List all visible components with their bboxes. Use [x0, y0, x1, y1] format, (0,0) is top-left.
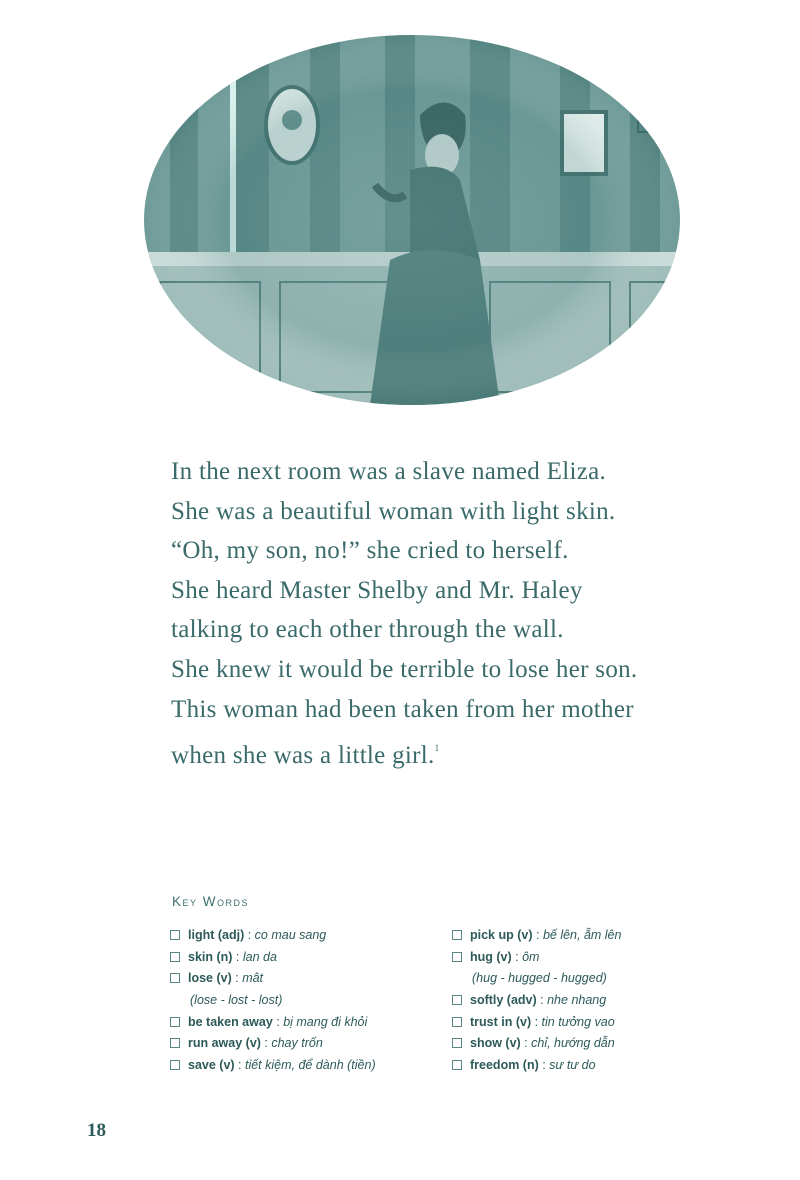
- key-words-left-column: [170, 925, 450, 1077]
- key-word-meaning: tin tưởng vao: [541, 1014, 615, 1029]
- key-word-item: pick up (v) : bế lên, ẵm lên: [452, 925, 732, 947]
- key-words-right-column: [452, 925, 732, 1077]
- checkbox-icon[interactable]: [170, 1017, 180, 1027]
- key-word-item: skin (n) : lan da: [170, 947, 450, 969]
- key-word-item: lose (v) : mât: [170, 968, 450, 990]
- key-word: show (v): [470, 1036, 521, 1051]
- story-line: when she was a little girl.: [171, 742, 435, 770]
- key-word-meaning: ôm: [522, 949, 540, 964]
- checkbox-icon[interactable]: [452, 1038, 462, 1048]
- checkbox-icon[interactable]: [170, 1060, 180, 1070]
- key-word-item: freedom (n) : sư tư do: [452, 1055, 732, 1077]
- story-line: talking to each other through the wall.: [171, 616, 564, 644]
- key-word: pick up (v): [470, 928, 533, 942]
- story-text: [171, 452, 771, 776]
- checkbox-icon[interactable]: [452, 1060, 462, 1070]
- story-line: She knew it would be terrible to lose her son.: [171, 655, 638, 683]
- key-word-item: run away (v) : chay trốn: [170, 1033, 450, 1055]
- key-word: skin (n): [188, 949, 233, 964]
- key-word-meaning: chay trốn: [271, 1036, 323, 1051]
- key-word-item: hug (v) : ôm: [452, 947, 732, 969]
- story-line: This woman had been taken from her mother: [171, 695, 634, 723]
- checkbox-icon[interactable]: [452, 1017, 462, 1027]
- key-word-meaning: bị mang đi khỏi: [283, 1014, 368, 1029]
- key-words-title: Key Words: [172, 894, 250, 909]
- key-word-item: light (adj) : co mau sang: [170, 925, 450, 947]
- key-word: run away (v): [188, 1036, 261, 1051]
- checkbox-icon[interactable]: [170, 1038, 180, 1048]
- key-word-item: show (v) : chỉ, hướng dẫn: [452, 1033, 732, 1055]
- key-word: save (v): [188, 1058, 235, 1073]
- key-word: trust in (v): [470, 1014, 532, 1029]
- checkbox-icon[interactable]: [452, 930, 462, 940]
- key-word-meaning: mât: [242, 971, 264, 986]
- key-word-meaning: nhe nhang: [547, 993, 607, 1008]
- key-word-meaning: tiết kiệm, để dành (tiền): [244, 1058, 376, 1073]
- checkbox-icon[interactable]: [170, 930, 180, 940]
- eliza-illustration: [140, 20, 685, 405]
- key-word-item: trust in (v) : tin tưởng vao: [452, 1012, 732, 1034]
- checkbox-icon[interactable]: [170, 973, 180, 983]
- story-line-last: [171, 729, 771, 776]
- key-word-item: be taken away : bị mang đi khỏi: [170, 1012, 450, 1034]
- checkbox-icon[interactable]: [452, 952, 462, 962]
- page-number: 18: [87, 1120, 106, 1141]
- key-word-forms: (lose - lost - lost): [190, 993, 283, 1008]
- key-word-meaning: lan da: [242, 949, 277, 964]
- story-line: She was a beautiful woman with light skin.: [171, 497, 616, 525]
- key-word-forms: (hug - hugged - hugged): [472, 971, 607, 986]
- key-word-meaning: chỉ, hướng dẫn: [531, 1036, 615, 1051]
- key-word-item: softly (adv) : nhe nhang: [452, 990, 732, 1012]
- key-word: lose (v): [188, 971, 232, 986]
- key-word-meaning: co mau sang: [254, 928, 327, 942]
- story-line: She heard Master Shelby and Mr. Haley: [171, 576, 583, 604]
- key-word: be taken away: [188, 1014, 273, 1029]
- key-word: hug (v): [470, 949, 512, 964]
- key-word-meaning: bế lên, ẵm lên: [542, 928, 622, 942]
- key-word-meaning: sư tư do: [549, 1058, 596, 1073]
- key-word-item: save (v) : tiết kiệm, để dành (tiền): [170, 1055, 450, 1077]
- checkbox-icon[interactable]: [452, 995, 462, 1005]
- story-line: In the next room was a slave named Eliza.: [171, 458, 607, 485]
- key-word: softly (adv): [470, 993, 537, 1008]
- footnote-mark: 1: [434, 743, 440, 754]
- key-word: light (adj): [188, 928, 245, 942]
- checkbox-icon[interactable]: [170, 952, 180, 962]
- story-line: “Oh, my son, no!” she cried to herself.: [171, 537, 569, 565]
- key-word: freedom (n): [470, 1058, 539, 1073]
